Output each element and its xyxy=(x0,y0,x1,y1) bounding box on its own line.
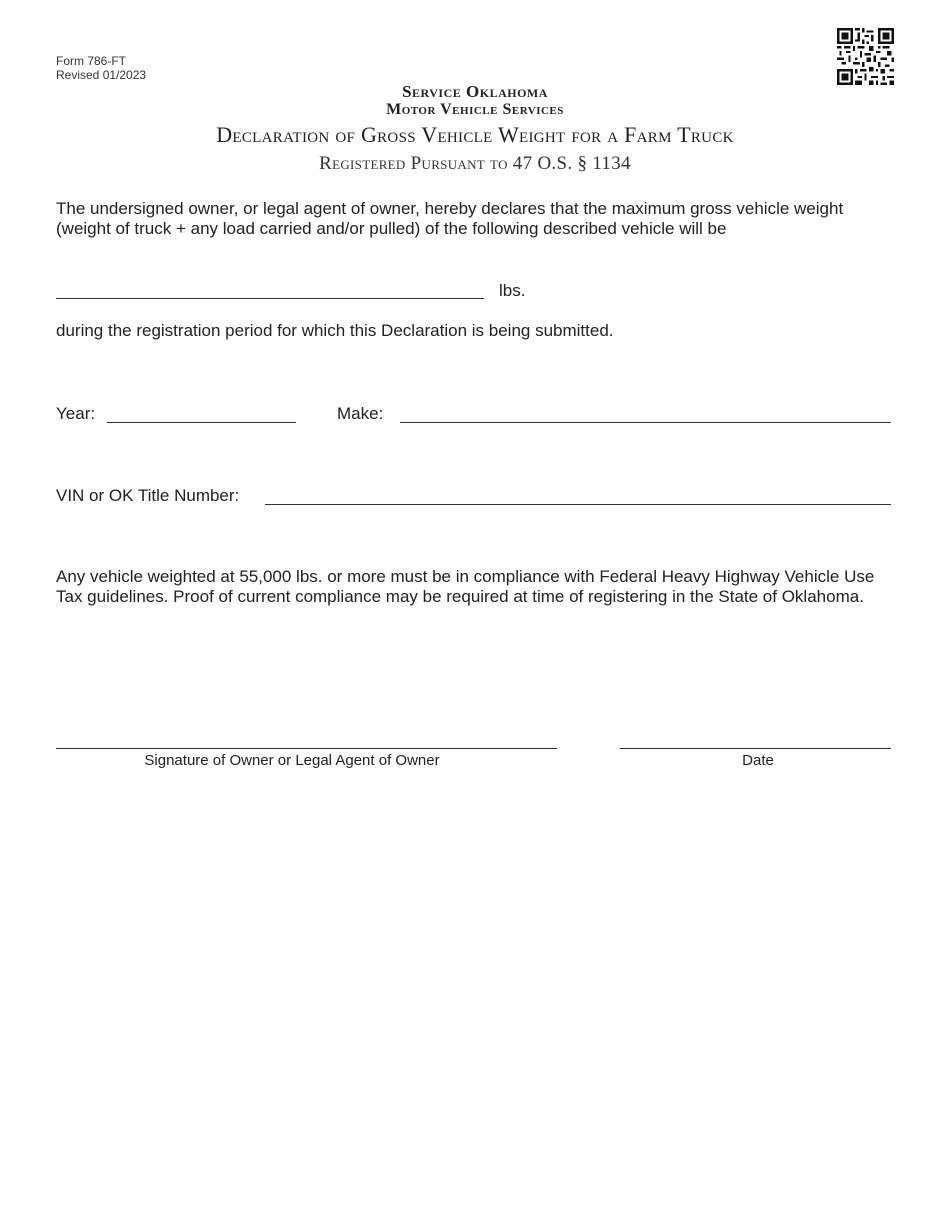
qr-code-icon xyxy=(837,28,894,85)
owner-signature-caption: Signature of Owner or Legal Agent of Owner xyxy=(144,752,440,769)
vin-field[interactable] xyxy=(265,486,891,505)
compliance-notice: Any vehicle weighted at 55,000 lbs. or more must be in compliance with Federal Heavy Highway Vehicle Use Tax guidelines. Proof of current compliance may be required at time of registering in the State of Oklahoma. xyxy=(56,567,875,606)
owner-signature-field[interactable] xyxy=(56,730,557,749)
year-field[interactable] xyxy=(107,404,296,423)
date-caption: Date xyxy=(742,752,774,769)
declaration-intro: The undersigned owner, or legal agent of owner, hereby declares that the maximum gross vehicle weight (weight of truck + any load carried and/or pulled) of the following described vehicle will be xyxy=(56,199,844,238)
page-title: Declaration of Gross Vehicle Weight for a Farm Truck xyxy=(216,122,734,147)
page-subtitle: Registered Pursuant to 47 O.S. § 1134 xyxy=(319,153,631,174)
make-field[interactable] xyxy=(400,404,891,423)
registration-period-text: during the registration period for which this Declaration is being submitted. xyxy=(56,321,614,340)
form-revised-date: Revised 01/2023 xyxy=(56,68,147,82)
agency-name: Service Oklahoma xyxy=(402,82,548,101)
vin-label: VIN or OK Title Number: xyxy=(56,486,240,505)
division-name: Motor Vehicle Services xyxy=(386,101,564,118)
form-number: Form 786-FT xyxy=(56,54,127,68)
gross-weight-field[interactable] xyxy=(56,280,484,299)
form-meta xyxy=(56,54,146,82)
date-field[interactable] xyxy=(620,730,891,749)
year-label: Year: xyxy=(56,404,96,423)
make-label: Make: xyxy=(337,404,384,423)
weight-unit-label: lbs. xyxy=(499,281,526,300)
